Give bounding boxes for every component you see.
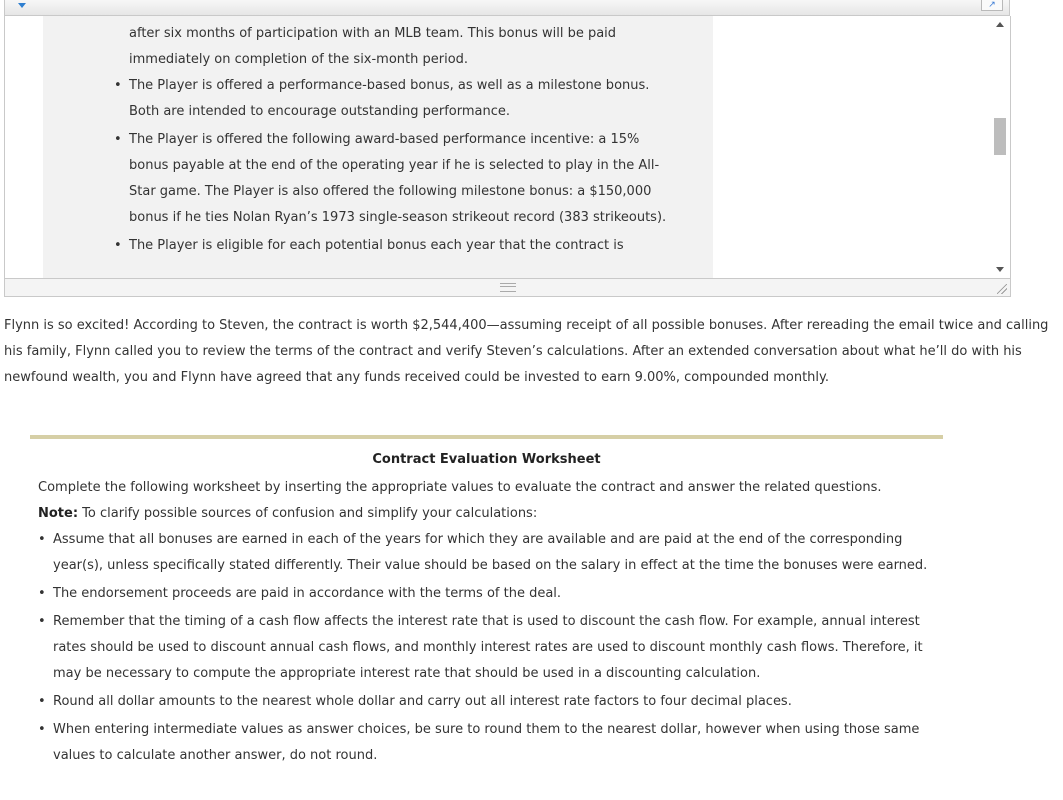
- bullet-text: The Player is offered the following award-based performance incentive: a 15% bonus payable at the end of the operating year if he is selected to play in the All-Star game. The Player is also offered the following milestone bonus: a $150,000 bonus if he ties Nolan Ryan’s 1973 single-season strikeout record (383 strikeouts).: [129, 132, 667, 225]
- bullet-text: The Player is offered a performance-based bonus, as well as a milestone bonus. Both are intended to encourage outstanding performance.: [129, 78, 650, 119]
- expand-arrow-icon[interactable]: ↗: [981, 0, 1003, 11]
- bullet-icon: •: [38, 722, 46, 737]
- bullet-text: The Player is eligible for each potential bonus each year that the contract is: [129, 238, 624, 253]
- bullet-icon: •: [38, 586, 46, 601]
- scroll-thumb[interactable]: [994, 118, 1006, 155]
- bullet-icon: •: [38, 614, 46, 629]
- list-item: [38, 609, 948, 687]
- email-viewer: [4, 16, 1011, 297]
- list-item: [38, 717, 948, 769]
- list-item: [43, 127, 669, 231]
- bullet-icon: •: [114, 132, 122, 147]
- bullet-icon: •: [114, 238, 122, 253]
- vertical-scrollbar[interactable]: [993, 16, 1007, 278]
- note-label: Note:: [38, 506, 79, 521]
- section-divider: [30, 435, 943, 439]
- drag-grip-icon[interactable]: [500, 283, 516, 292]
- list-item: [43, 73, 669, 125]
- resize-handle-icon[interactable]: [997, 284, 1007, 294]
- scroll-up-icon[interactable]: [996, 22, 1004, 27]
- worksheet-intro: Complete the following worksheet by inserting the appropriate values to evaluate the contract and answer the related questions.: [38, 480, 882, 495]
- viewer-resize-bar[interactable]: [5, 278, 1010, 296]
- viewer-toolbar: [4, 0, 1010, 16]
- story-paragraph: Flynn is so excited! According to Steven, the contract is worth $2,544,400—assuming receipt of all possible bonuses. After rereading the email twice and calling his family, Flynn called you to review the terms of the contract and verify Steven’s calculations. After an extended conversation about what he’ll do with his newfound wealth, you and Flynn have agreed that any funds received could be invested to earn 9.00%, compounded monthly.: [4, 318, 1049, 385]
- worksheet-note: [38, 501, 537, 527]
- list-item: [38, 527, 948, 579]
- bullet-icon: •: [38, 694, 46, 709]
- assumption-text: When entering intermediate values as answer choices, be sure to round them to the nearest dollar, however when using those same values to calculate another answer, do not round.: [53, 722, 920, 763]
- assumption-text: The endorsement proceeds are paid in accordance with the terms of the deal.: [53, 586, 562, 601]
- email-fragment: after six months of participation with an MLB team. This bonus will be paid immediately on completion of the six-month period.: [129, 26, 617, 67]
- assumption-text: Round all dollar amounts to the nearest whole dollar and carry out all interest rate factors to four decimal places.: [53, 694, 792, 709]
- list-item: [43, 233, 669, 259]
- assumption-text: Assume that all bonuses are earned in each of the years for which they are available and are paid at the end of the corresponding year(s), unless specifically stated differently. Their value should be based on the salary in effect at the time the bonuses were earned.: [53, 532, 928, 573]
- assumption-list: [38, 527, 948, 771]
- caret-down-icon[interactable]: [18, 3, 26, 8]
- assumption-text: Remember that the timing of a cash flow affects the interest rate that is used to discount the cash flow. For example, annual interest rates should be used to discount annual cash flows, and monthly interest rates are used to discount monthly cash flows. Therefore, it may be necessary to compute the appropriate interest rate that should be used in a discounting calculation.: [53, 614, 923, 681]
- bullet-icon: •: [38, 532, 46, 547]
- list-item: [38, 581, 948, 607]
- list-item: [38, 689, 948, 715]
- email-bullet-list: [43, 73, 669, 261]
- bullet-icon: •: [114, 78, 122, 93]
- note-text: To clarify possible sources of confusion and simplify your calculations:: [78, 506, 538, 521]
- email-content: [43, 16, 713, 278]
- worksheet-title: Contract Evaluation Worksheet: [372, 452, 601, 467]
- scroll-down-icon[interactable]: [996, 267, 1004, 272]
